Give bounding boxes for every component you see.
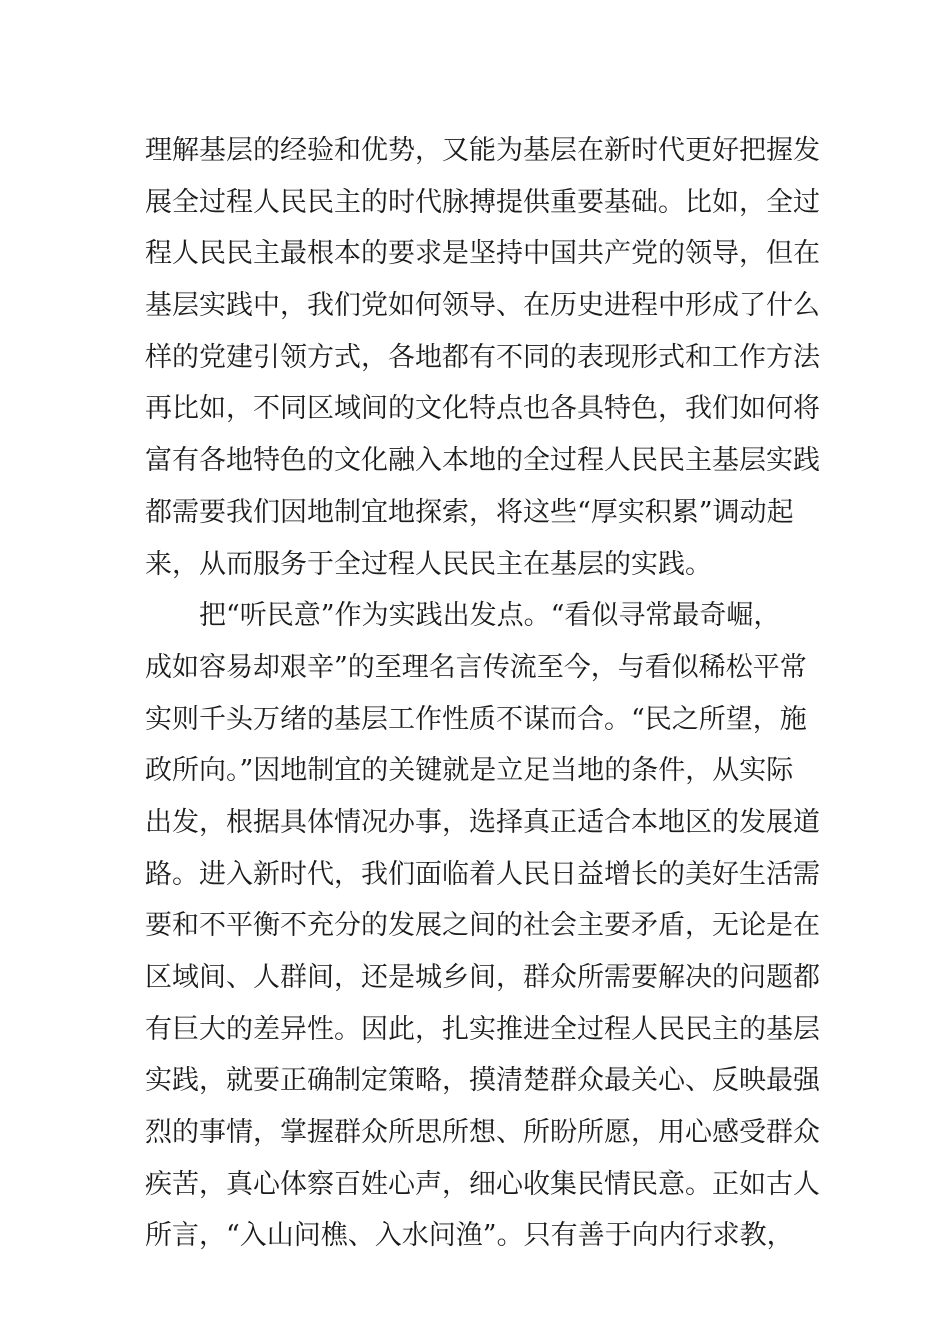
text-line: 展全过程人民民主的时代脉搏提供重要基础。比如，全过 (145, 186, 820, 218)
text-line: 理解基层的经验和优势，又能为基层在新时代更好把握发 (145, 135, 820, 166)
text-line: 有巨大的差异性。因此，扎实推进全过程人民民主的基层 (145, 1013, 820, 1045)
text-line: 样的党建引领方式，各地都有不同的表现形式和工作方法 (145, 341, 820, 373)
text-line: 烈的事情，掌握群众所思所想、所盼所愿，用心感受群众 (145, 1117, 820, 1149)
body-text (145, 125, 825, 1262)
text-line: 实践，就要正确制定策略，摸清楚群众最关心、反映最强 (145, 1065, 820, 1097)
text-line: 路。进入新时代，我们面临着人民日益增长的美好生活需 (145, 858, 820, 890)
text-line: 政所向。”因地制宜的关键就是立足当地的条件，从实际 (145, 755, 794, 787)
paragraph-start-line: 把“听民意”作为实践出发点。“看似寻常最奇崛， (199, 600, 781, 632)
text-line: 来，从而服务于全过程人民民主在基层的实践。 (145, 548, 712, 580)
text-line: 基层实践中，我们党如何领导、在历史进程中形成了什么 (145, 290, 820, 322)
text-line: 所言，“入山问樵、入水问渔”。只有善于向内行求教， (145, 1220, 794, 1252)
text-line: 富有各地特色的文化融入本地的全过程人民民主基层实践 (145, 445, 820, 477)
text-line: 出发，根据具体情况办事，选择真正适合本地区的发展道 (145, 806, 820, 838)
text-line: 成如容易却艰辛”的至理名言传流至今，与看似稀松平常 (145, 651, 807, 683)
text-line: 程人民民主最根本的要求是坚持中国共产党的领导，但在 (145, 238, 820, 270)
text-line: 疾苦，真心体察百姓心声，细心收集民情民意。正如古人 (145, 1168, 820, 1200)
text-line: 实则千头万绪的基层工作性质不谋而合。“民之所望，施 (145, 703, 807, 735)
text-line: 再比如，不同区域间的文化特点也各具特色，我们如何将 (145, 393, 820, 425)
text-line: 要和不平衡不充分的发展之间的社会主要矛盾，无论是在 (145, 910, 820, 942)
text-line: 都需要我们因地制宜地探索，将这些“厚实积累”调动起 (145, 496, 794, 528)
text-line: 区域间、人群间，还是城乡间，群众所需要解决的问题都 (145, 962, 820, 993)
